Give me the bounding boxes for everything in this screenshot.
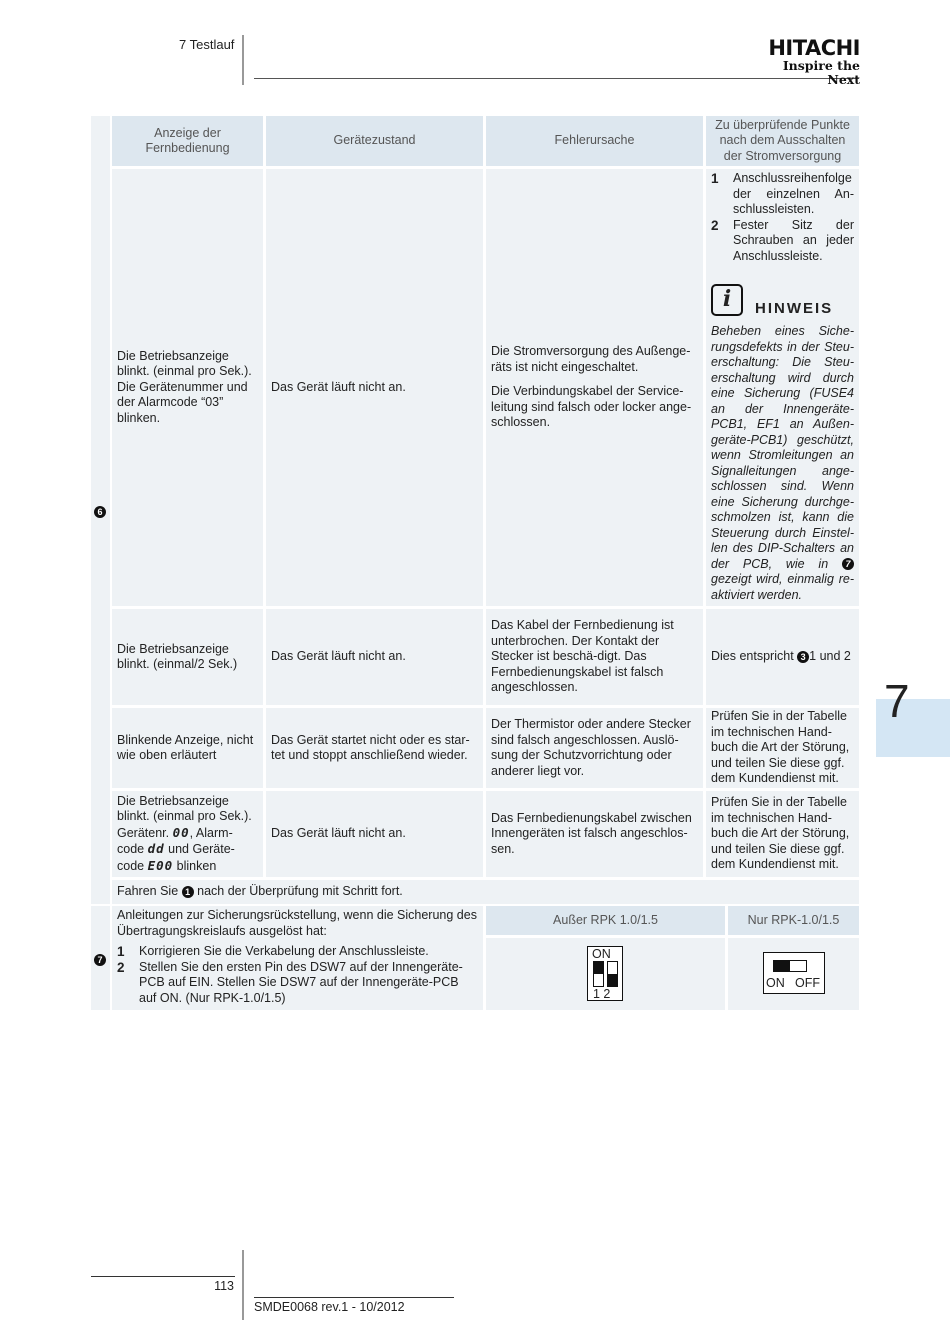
header-state: Gerätezustand: [266, 116, 483, 166]
row4-cause-text: Das Fernbedienungskabel zwischen Innengeräten ist falsch angeschlos-sen.: [491, 810, 692, 856]
footer-rule-left: [91, 1276, 235, 1277]
row1-display: [112, 169, 263, 606]
row4-display-c: und Geräte-code: [117, 842, 235, 873]
check-item-1-num: 1: [711, 171, 719, 186]
row4-display-a: Die Betriebsanzeige blinkt. (einmal pro Sek.). Gerätenr.: [117, 793, 252, 840]
header-display: Anzeige der Fernbedienung: [112, 116, 263, 166]
step7-item-2: [117, 960, 478, 1007]
check-item-1-text: Anschlussreihenfolge der einzelnen An-schlussleisten.: [733, 171, 854, 216]
footer-divider: [242, 1250, 244, 1320]
continue-row: [112, 880, 859, 904]
info-icon: i: [711, 284, 743, 316]
header-check: Zu überprüfende Punkte nach dem Ausschalten der Stromversorgung: [706, 116, 859, 166]
chapter-tab-number: 7: [884, 675, 910, 727]
row4-check-text: Prüfen Sie in der Tabelle im technischen Hand-buch die Art der Störung, und teilen Sie diese ggf. dem Kundendienst mit.: [711, 795, 850, 872]
row2-check: [706, 609, 859, 705]
hinweis-tail: gezeigt wird, einmalig re-aktiviert werden.: [711, 572, 854, 602]
check-item-1: [711, 171, 854, 218]
hinweis-body: Beheben eines Siche-rungsdefekts in der Steu-erschaltung: Die Steu-erschaltung wird durch eine Sicherung (FUSE4 an der Innengeräte-PCB1, EF1 an Außen-geräte-PCB1) geschützt, wenn Stromleitungen an Signalleitungen ange-schlossen sind. Wenn eine Sicherung durchge-schmolzen ist, kann die Steuerung durch Einstel-len des DIP-Schalters an der PCB, wie in: [711, 324, 854, 571]
row4-cause: [486, 791, 703, 877]
row3-check: [706, 708, 859, 788]
logo-wordmark: HITACHI: [768, 36, 860, 60]
row4-check: [706, 791, 859, 877]
continue-text: [117, 884, 854, 900]
row1-cause-2: Die Verbindungskabel der Service-leitung sind falsch oder locker ange-schlossen.: [491, 384, 692, 430]
check-item-2-num: 2: [711, 217, 719, 233]
row2-cause: [486, 609, 703, 705]
check-item-2-text: Fester Sitz der Schrauben an jeder Anschlussleiste.: [733, 217, 854, 263]
row3-display: [112, 708, 263, 788]
row2-check-post: 1 und 2: [809, 649, 851, 664]
dip-switch-a-on-label: ON: [592, 947, 611, 961]
section-title: 7 Testlauf: [179, 37, 235, 52]
hinweis-text: [711, 324, 854, 603]
row2-state: [266, 609, 483, 705]
dip-switch-a-pin-labels: 1 2: [593, 987, 611, 1001]
header-cause: Fehlerursache: [486, 116, 703, 166]
row4-display: [112, 791, 263, 877]
step-ref-7: 7: [842, 558, 854, 570]
step7-marker: 7: [94, 951, 106, 969]
hinweis-heading: [711, 284, 854, 316]
step7-item-1: [117, 944, 478, 960]
dip-switch-b-slot: [773, 960, 807, 972]
step-ref-3: 3: [797, 651, 809, 663]
footer-rule-right: [254, 1297, 454, 1298]
document-id: SMDE0068 rev.1 - 10/2012: [254, 1300, 405, 1314]
dip-switch-b-on-label: ON: [766, 976, 785, 990]
dip-switch-a-pin2-knob: [608, 974, 617, 986]
page-number: 113: [214, 1279, 234, 1293]
row3-cause-text: Der Thermistor oder andere Stecker sind falsch angeschlossen. Auslö-sung der Schutzvorrichtung oder anderer liegt vor.: [491, 717, 691, 778]
row2-display-text: Die Betriebsanzeige blinkt. (einmal/2 Sek.): [117, 641, 238, 671]
dip-switch-b-knob: [774, 961, 790, 971]
row1-display-text: Die Betriebsanzeige blinkt. (einmal pro Sek.). Die Gerätenummer und der Alarmcode “03” blinken.: [117, 348, 252, 425]
row1-check: [706, 169, 859, 606]
row3-state: [266, 708, 483, 788]
row1-state-text: Das Gerät läuft nicht an.: [271, 379, 406, 394]
step6-marker: 6: [94, 503, 106, 521]
header-divider: [242, 35, 244, 85]
segment-code-unit: 00: [172, 824, 190, 840]
row3-cause: [486, 708, 703, 788]
step7-item-1-text: Korrigieren Sie die Verkabelung der Anschlussleiste.: [139, 944, 429, 958]
dip-switch-a: [587, 946, 623, 1001]
row4-display-text: [117, 794, 258, 875]
continue-post: nach der Überprüfung mit Schritt fort.: [197, 884, 403, 899]
step-ref-1: 1: [182, 886, 194, 898]
dip-switch-a-pin2: [607, 961, 618, 987]
dip-switch-b-off-label: OFF: [795, 976, 820, 990]
dip-switch-a-pin1-knob: [594, 962, 603, 974]
row2-cause-text: Das Kabel der Fernbedienung ist unterbrochen. Der Kontakt der Stecker ist beschä-digt. Das Fernbedienungskabel ist falsch angeschlossen.: [491, 618, 674, 695]
step7-item-2-text: Stellen Sie den ersten Pin des DSW7 auf der Innengeräte-PCB auf EIN. Stellen Sie DSW7 auf der Innengeräte-PCB auf ON. (Nur RPK-1.0/1.5): [139, 959, 463, 1005]
logo-tagline: Inspire the Next: [782, 58, 860, 87]
row2-check-pre: Dies entspricht: [711, 649, 794, 664]
row4-display-d: blinken: [176, 858, 217, 873]
row2-state-text: Das Gerät läuft nicht an.: [271, 649, 406, 664]
row2-display: [112, 609, 263, 705]
row1-cause-1: Die Stromversorgung des Außenge-räts ist nicht eingeschaltet.: [491, 344, 691, 374]
step7-item-2-num: 2: [117, 959, 125, 975]
dip-switch-b: [763, 952, 825, 994]
step7-instructions: [112, 906, 483, 1010]
hitachi-logo: [748, 37, 860, 87]
row3-check-text: Prüfen Sie in der Tabelle im technischen Hand-buch die Art der Störung, und teilen Sie diese ggf. dem Kundendienst mit.: [711, 709, 850, 786]
segment-code-device: E00: [147, 857, 174, 873]
step7-header-a: Außer RPK 1.0/1.5: [486, 906, 725, 935]
row4-state-text: Das Gerät läuft nicht an.: [271, 826, 406, 841]
row1-state: [266, 169, 483, 606]
step7-item-1-num: 1: [117, 944, 125, 959]
row4-state: [266, 791, 483, 877]
continue-pre: Fahren Sie: [117, 884, 179, 899]
row4-display-b: , Alarm-code: [117, 825, 233, 857]
segment-code-alarm: dd: [147, 841, 165, 857]
row1-cause: [486, 169, 703, 606]
row2-check-text: [711, 649, 854, 665]
step7-header-b: Nur RPK-1.0/1.5: [728, 906, 859, 935]
hinweis-label: HINWEIS: [755, 299, 834, 317]
check-item-2: [711, 218, 854, 265]
row3-display-text: Blinkende Anzeige, nicht wie oben erläutert: [117, 732, 254, 762]
dip-switch-a-pin1: [593, 961, 604, 987]
step7-intro: Anleitungen zur Sicherungsrückstellung, wenn die Sicherung des Übertragungskreislaufs ausgelöst hat:: [117, 908, 477, 938]
row3-state-text: Das Gerät startet nicht oder es star-tet und stoppt anschließend wieder.: [271, 732, 470, 762]
